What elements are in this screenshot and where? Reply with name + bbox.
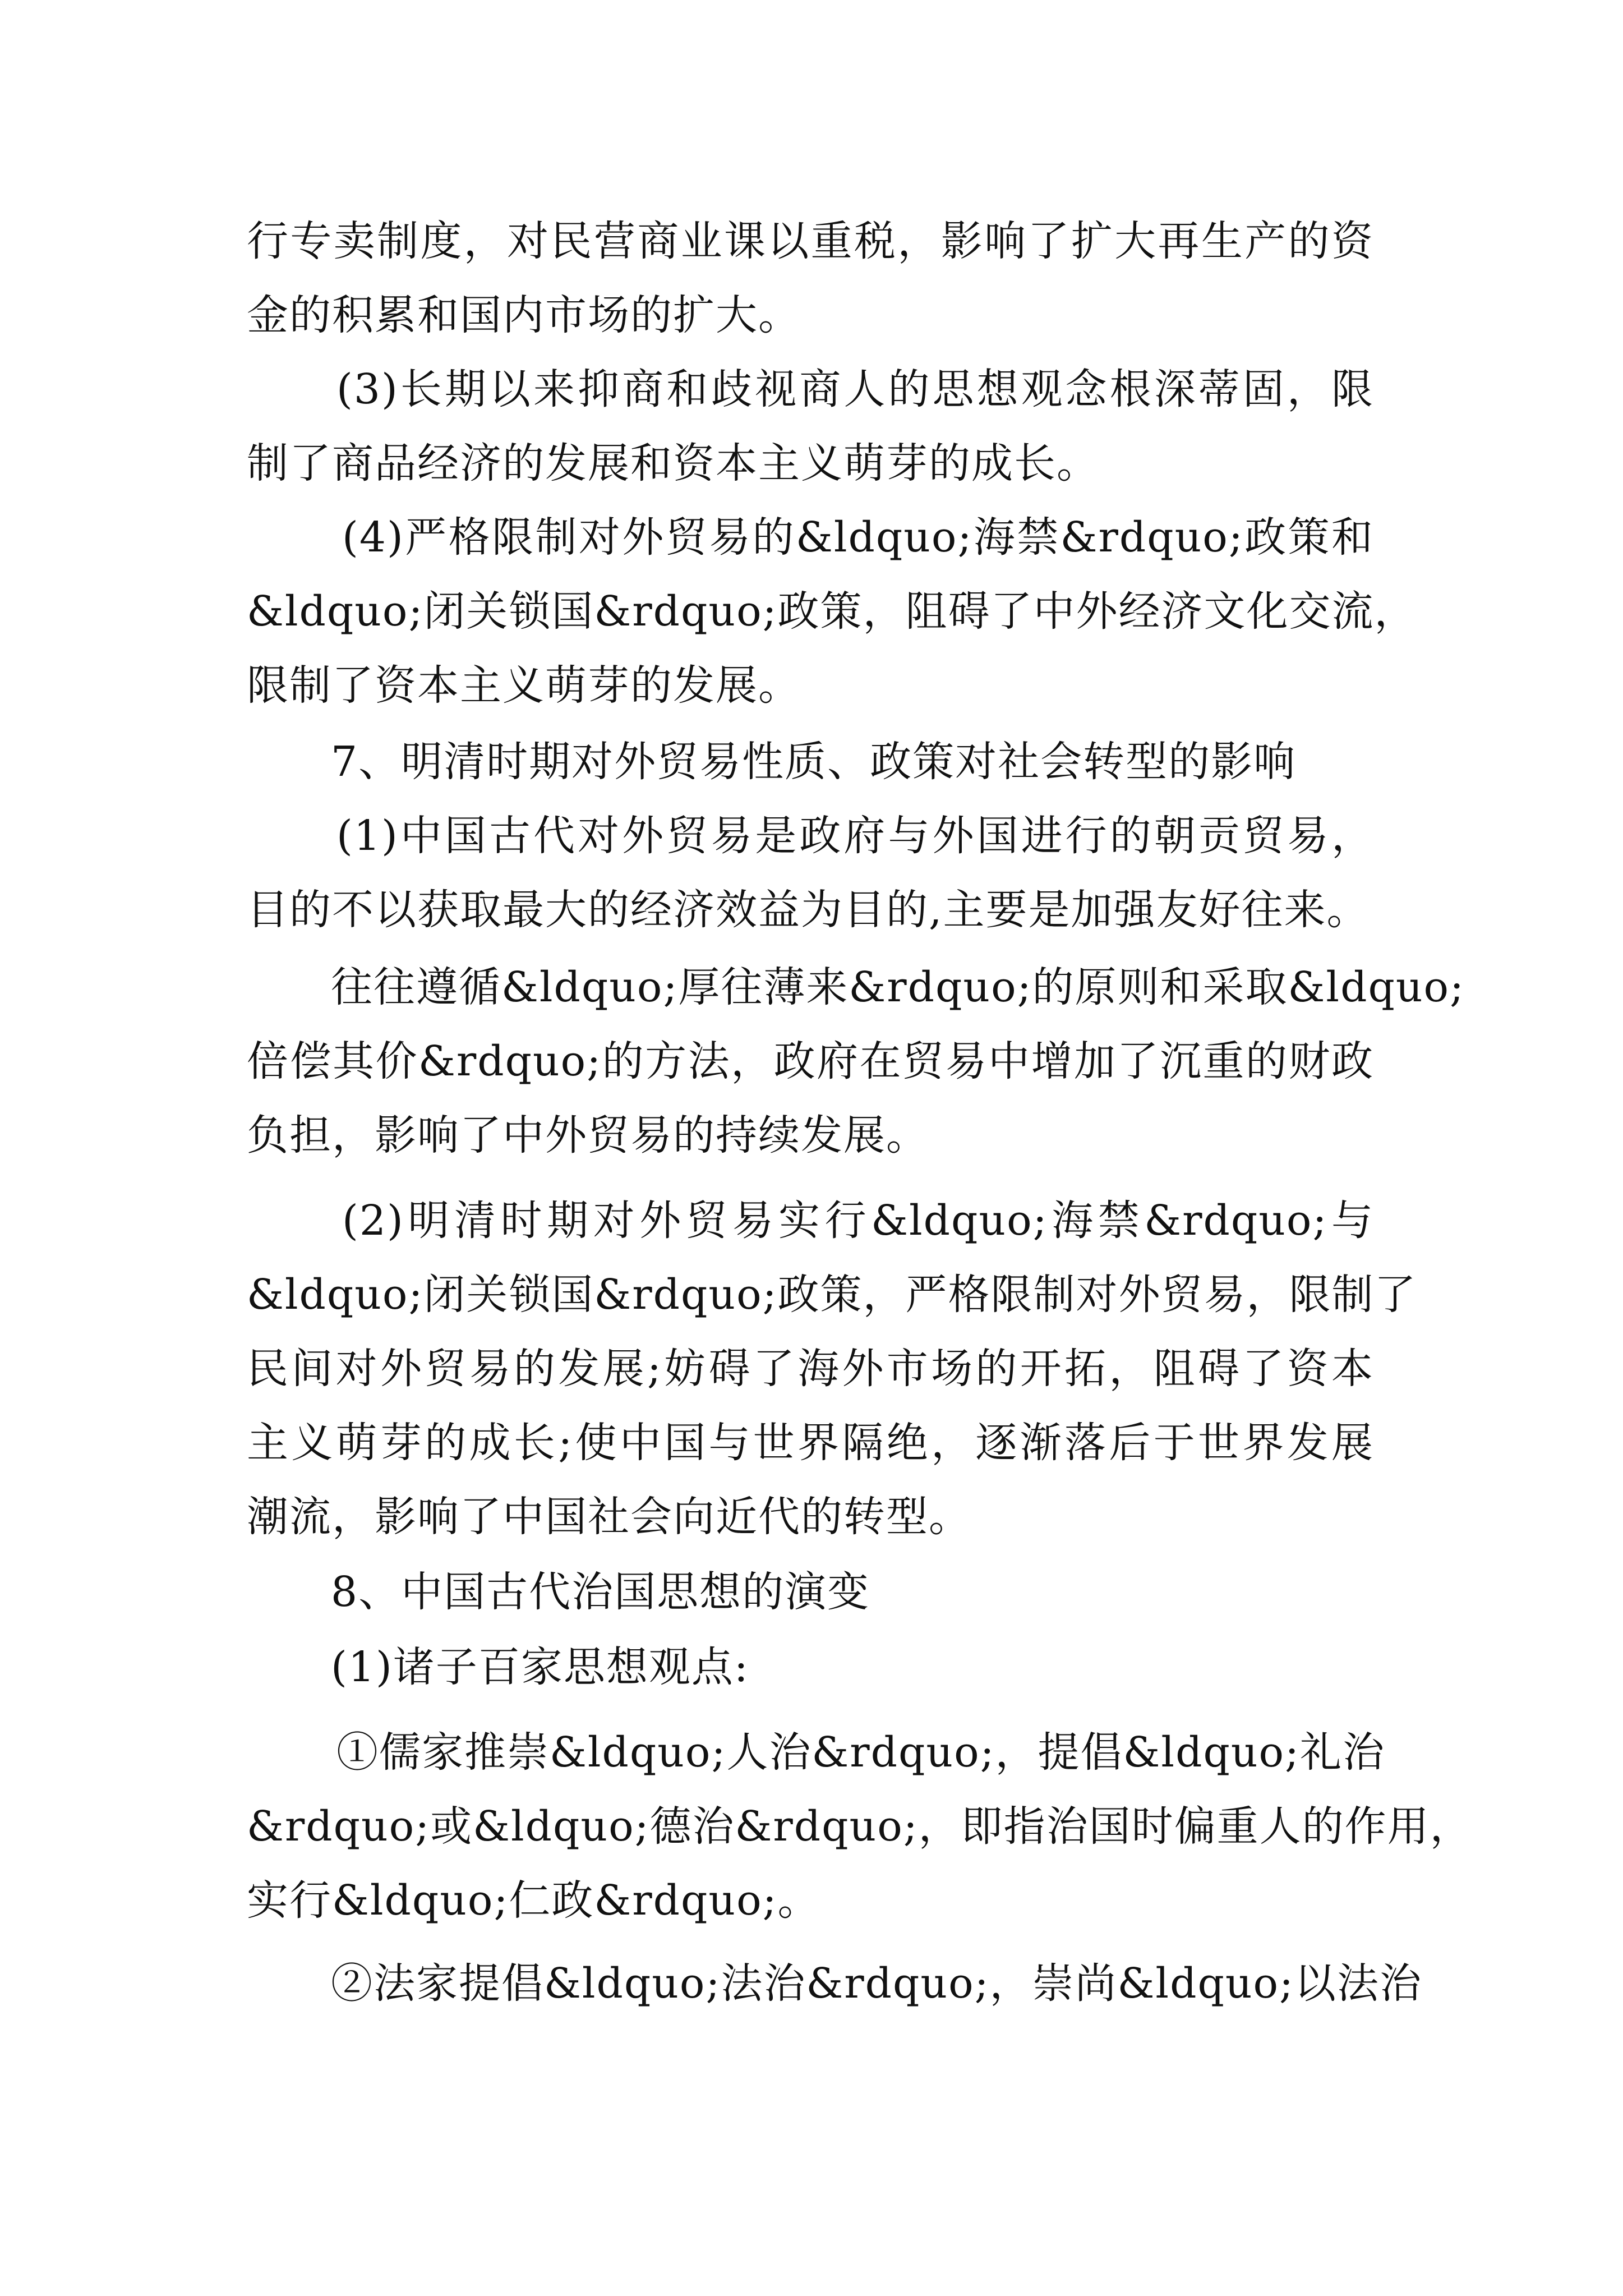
- section-heading-7: 7、明清时期对外贸易性质、政策对社会转型的影响: [331, 738, 1297, 786]
- text-line-21: ①儒家推崇&ldquo;人治&rdquo;，提倡&ldquo;礼治: [336, 1728, 1385, 1777]
- text-line-16: 民间对外贸易的发展;妨碍了海外市场的开拓，阻碍了资本: [247, 1345, 1374, 1393]
- text-line-14: (2)明清时期对外贸易实行&ldquo;海禁&rdquo;与: [342, 1197, 1374, 1245]
- text-line-3: (3)长期以来抑商和歧视商人的思想观念根深蒂固，限: [336, 365, 1374, 413]
- text-line-10: 目的不以获取最大的经济效益为目的,主要是加强友好往来。: [247, 886, 1370, 934]
- text-line-5: (4)严格限制对外贸易的&ldquo;海禁&rdquo;政策和: [342, 513, 1374, 562]
- text-line-17: 主义萌芽的成长;使中国与世界隔绝，逐渐落后于世界发展: [247, 1419, 1374, 1467]
- text-line-18: 潮流，影响了中国社会向近代的转型。: [247, 1493, 971, 1541]
- text-line-12: 倍偿其价&rdquo;的方法，政府在贸易中增加了沉重的财政: [247, 1037, 1374, 1085]
- text-line-2: 金的积累和国内市场的扩大。: [247, 291, 801, 339]
- text-line-9: (1)中国古代对外贸易是政府与外国进行的朝贡贸易，: [336, 812, 1374, 860]
- text-line-20: (1)诸子百家思想观点:: [331, 1643, 749, 1691]
- text-line-15: &ldquo;闭关锁国&rdquo;政策，严格限制对外贸易，限制了: [247, 1271, 1417, 1319]
- text-line-11: 往往遵循&ldquo;厚往薄来&rdquo;的原则和采取&ldquo;: [331, 963, 1465, 1011]
- text-line-7: 限制了资本主义萌芽的发展。: [247, 661, 801, 710]
- text-line-23: 实行&ldquo;仁政&rdquo;。: [247, 1876, 820, 1925]
- text-line-6: &ldquo;闭关锁国&rdquo;政策，阻碍了中外经济文化交流，: [247, 587, 1417, 636]
- section-heading-8: 8、中国古代治国思想的演变: [331, 1568, 870, 1616]
- text-line-4: 制了商品经济的发展和资本主义萌芽的成长。: [247, 439, 1099, 487]
- text-line-1: 行专卖制度，对民营商业课以重税，影响了扩大再生产的资: [247, 217, 1374, 265]
- text-line-22: &rdquo;或&ldquo;德治&rdquo;，即指治国时偏重人的作用，: [247, 1802, 1473, 1851]
- text-line-24: ②法家提倡&ldquo;法治&rdquo;，崇尚&ldquo;以法治: [331, 1959, 1422, 2008]
- text-line-13: 负担，影响了中外贸易的持续发展。: [247, 1111, 929, 1159]
